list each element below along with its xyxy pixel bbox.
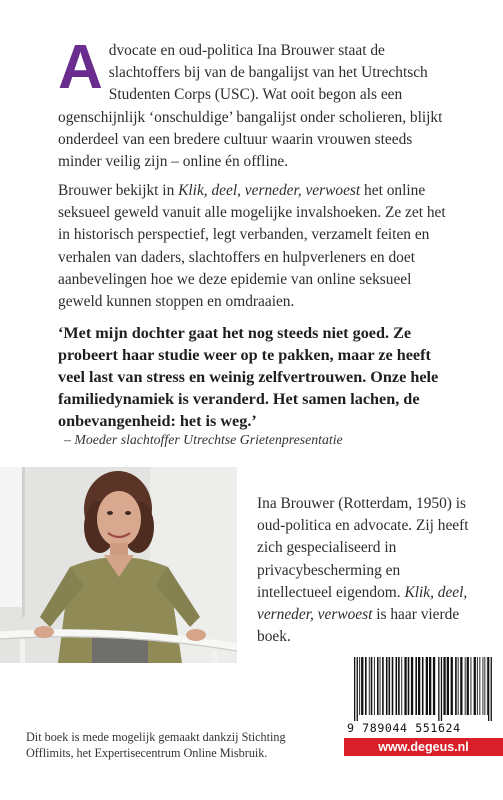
barcode-bar (477, 657, 478, 715)
barcode-bar (426, 657, 428, 715)
description-before: Brouwer bekijkt in (58, 182, 179, 199)
barcode-bar (354, 657, 355, 721)
barcode-bar (460, 657, 462, 715)
barcode-bar (455, 657, 457, 715)
barcode-bar (484, 657, 485, 715)
description-paragraph (58, 180, 458, 313)
barcode-bar (438, 657, 439, 721)
author-name: Ina Brouwer (257, 495, 335, 512)
author-details: (Rotterdam, 1950) is oud-politica en advocate. Zij heeft zich gespecialiseerd in privacybescherming en intellectueel eigendom. (257, 495, 469, 601)
barcode-bar (398, 657, 400, 715)
barcode-bar (491, 657, 492, 721)
barcode-bar (422, 657, 424, 715)
barcode-bar (483, 657, 484, 715)
barcode-bar (418, 657, 420, 715)
barcode-bar (369, 657, 370, 715)
barcode-bar (392, 657, 394, 715)
barcode-bar (361, 657, 363, 715)
isbn-barcode (344, 655, 503, 739)
barcode-bar (396, 657, 398, 715)
barcode-bar (415, 657, 417, 715)
isbn-number: 9 789044 551624 (347, 721, 461, 735)
author-photo (0, 467, 237, 663)
barcode-bar (411, 657, 413, 715)
barcode-bar (447, 657, 449, 715)
intro-paragraph (58, 33, 450, 173)
barcode-bar (382, 657, 384, 715)
barcode-bar (365, 657, 367, 715)
sponsor-note: Dit boek is mede mogelijk gemaakt dankzij Stichting Offlimits, het Expertisecentrum Online Misbruik. (26, 730, 286, 760)
barcode-bar (357, 657, 358, 721)
barcode-bar (371, 657, 373, 715)
barcode-bar (359, 657, 360, 715)
barcode-bar (479, 657, 480, 715)
drop-cap: A (58, 33, 103, 102)
barcode-bar (401, 657, 402, 715)
intro-text: dvocate en oud-politica Ina Brouwer staat de slachtoffers bij van de bangalijst van het Utrechtsch Studenten Corps (USC). Wat ooit begon als een ogenschijnlijk ‘onschuldige’ bangalijst onder scholieren, blijkt onderdeel van een bredere cultuur waarin vrouwen steeds minder veilig zijn – online én offline. (58, 42, 443, 171)
barcode-bar (408, 657, 410, 715)
barcode-bar (429, 657, 431, 715)
barcode-bar (377, 657, 379, 715)
barcode-bar (487, 657, 488, 715)
publisher-url[interactable]: www.degeus.nl (344, 738, 503, 756)
bio-after: is haar vierde boek. (257, 606, 460, 646)
barcode-bar (443, 657, 445, 715)
barcode-bar (471, 657, 472, 715)
barcode-bar (458, 657, 459, 715)
barcode-bar (389, 657, 391, 715)
barcode-bar (474, 657, 476, 715)
barcode-bars (352, 657, 494, 721)
barcode-bar (465, 657, 466, 715)
barcode-bar (441, 657, 442, 721)
barcode-bar (374, 657, 375, 715)
quote-attribution: – Moeder slachtoffer Utrechtse Grietenpresentatie (64, 432, 343, 447)
description-after: het online seksueel geweld vanuit alle mogelijke invalshoeken. Ze zet het in historisch perspectief, legt verbanden, verzamelt feiten en verhalen van daders, slachtoffers en hulpverleners en doet aanbevelingen hoe we deze epidemie van online seksueel geweld kunnen stoppen en omdraaien. (58, 182, 446, 311)
testimonial-quote: ‘Met mijn dochter gaat het nog steeds niet goed. Ze probeert haar studie weer op te pakken, maar ze heeft veel last van stress en weinig zelfvertrouwen. Onze hele familiedynamiek is veranderd. Het samen lachen, de onbevangenheid: het is weg.’ (58, 324, 439, 430)
bio-book-title: Klik, deel, verneder, verwoest (257, 583, 468, 624)
author-bio (257, 493, 477, 648)
barcode-bar (404, 657, 406, 715)
barcode-bar (433, 657, 435, 715)
barcode-bar (380, 657, 381, 715)
book-title-inline: Klik, deel, verneder, verwoest (178, 182, 361, 199)
barcode-bar (386, 657, 388, 715)
barcode-bar (467, 657, 469, 715)
barcode-bar (488, 657, 489, 721)
barcode-bar (451, 657, 453, 715)
